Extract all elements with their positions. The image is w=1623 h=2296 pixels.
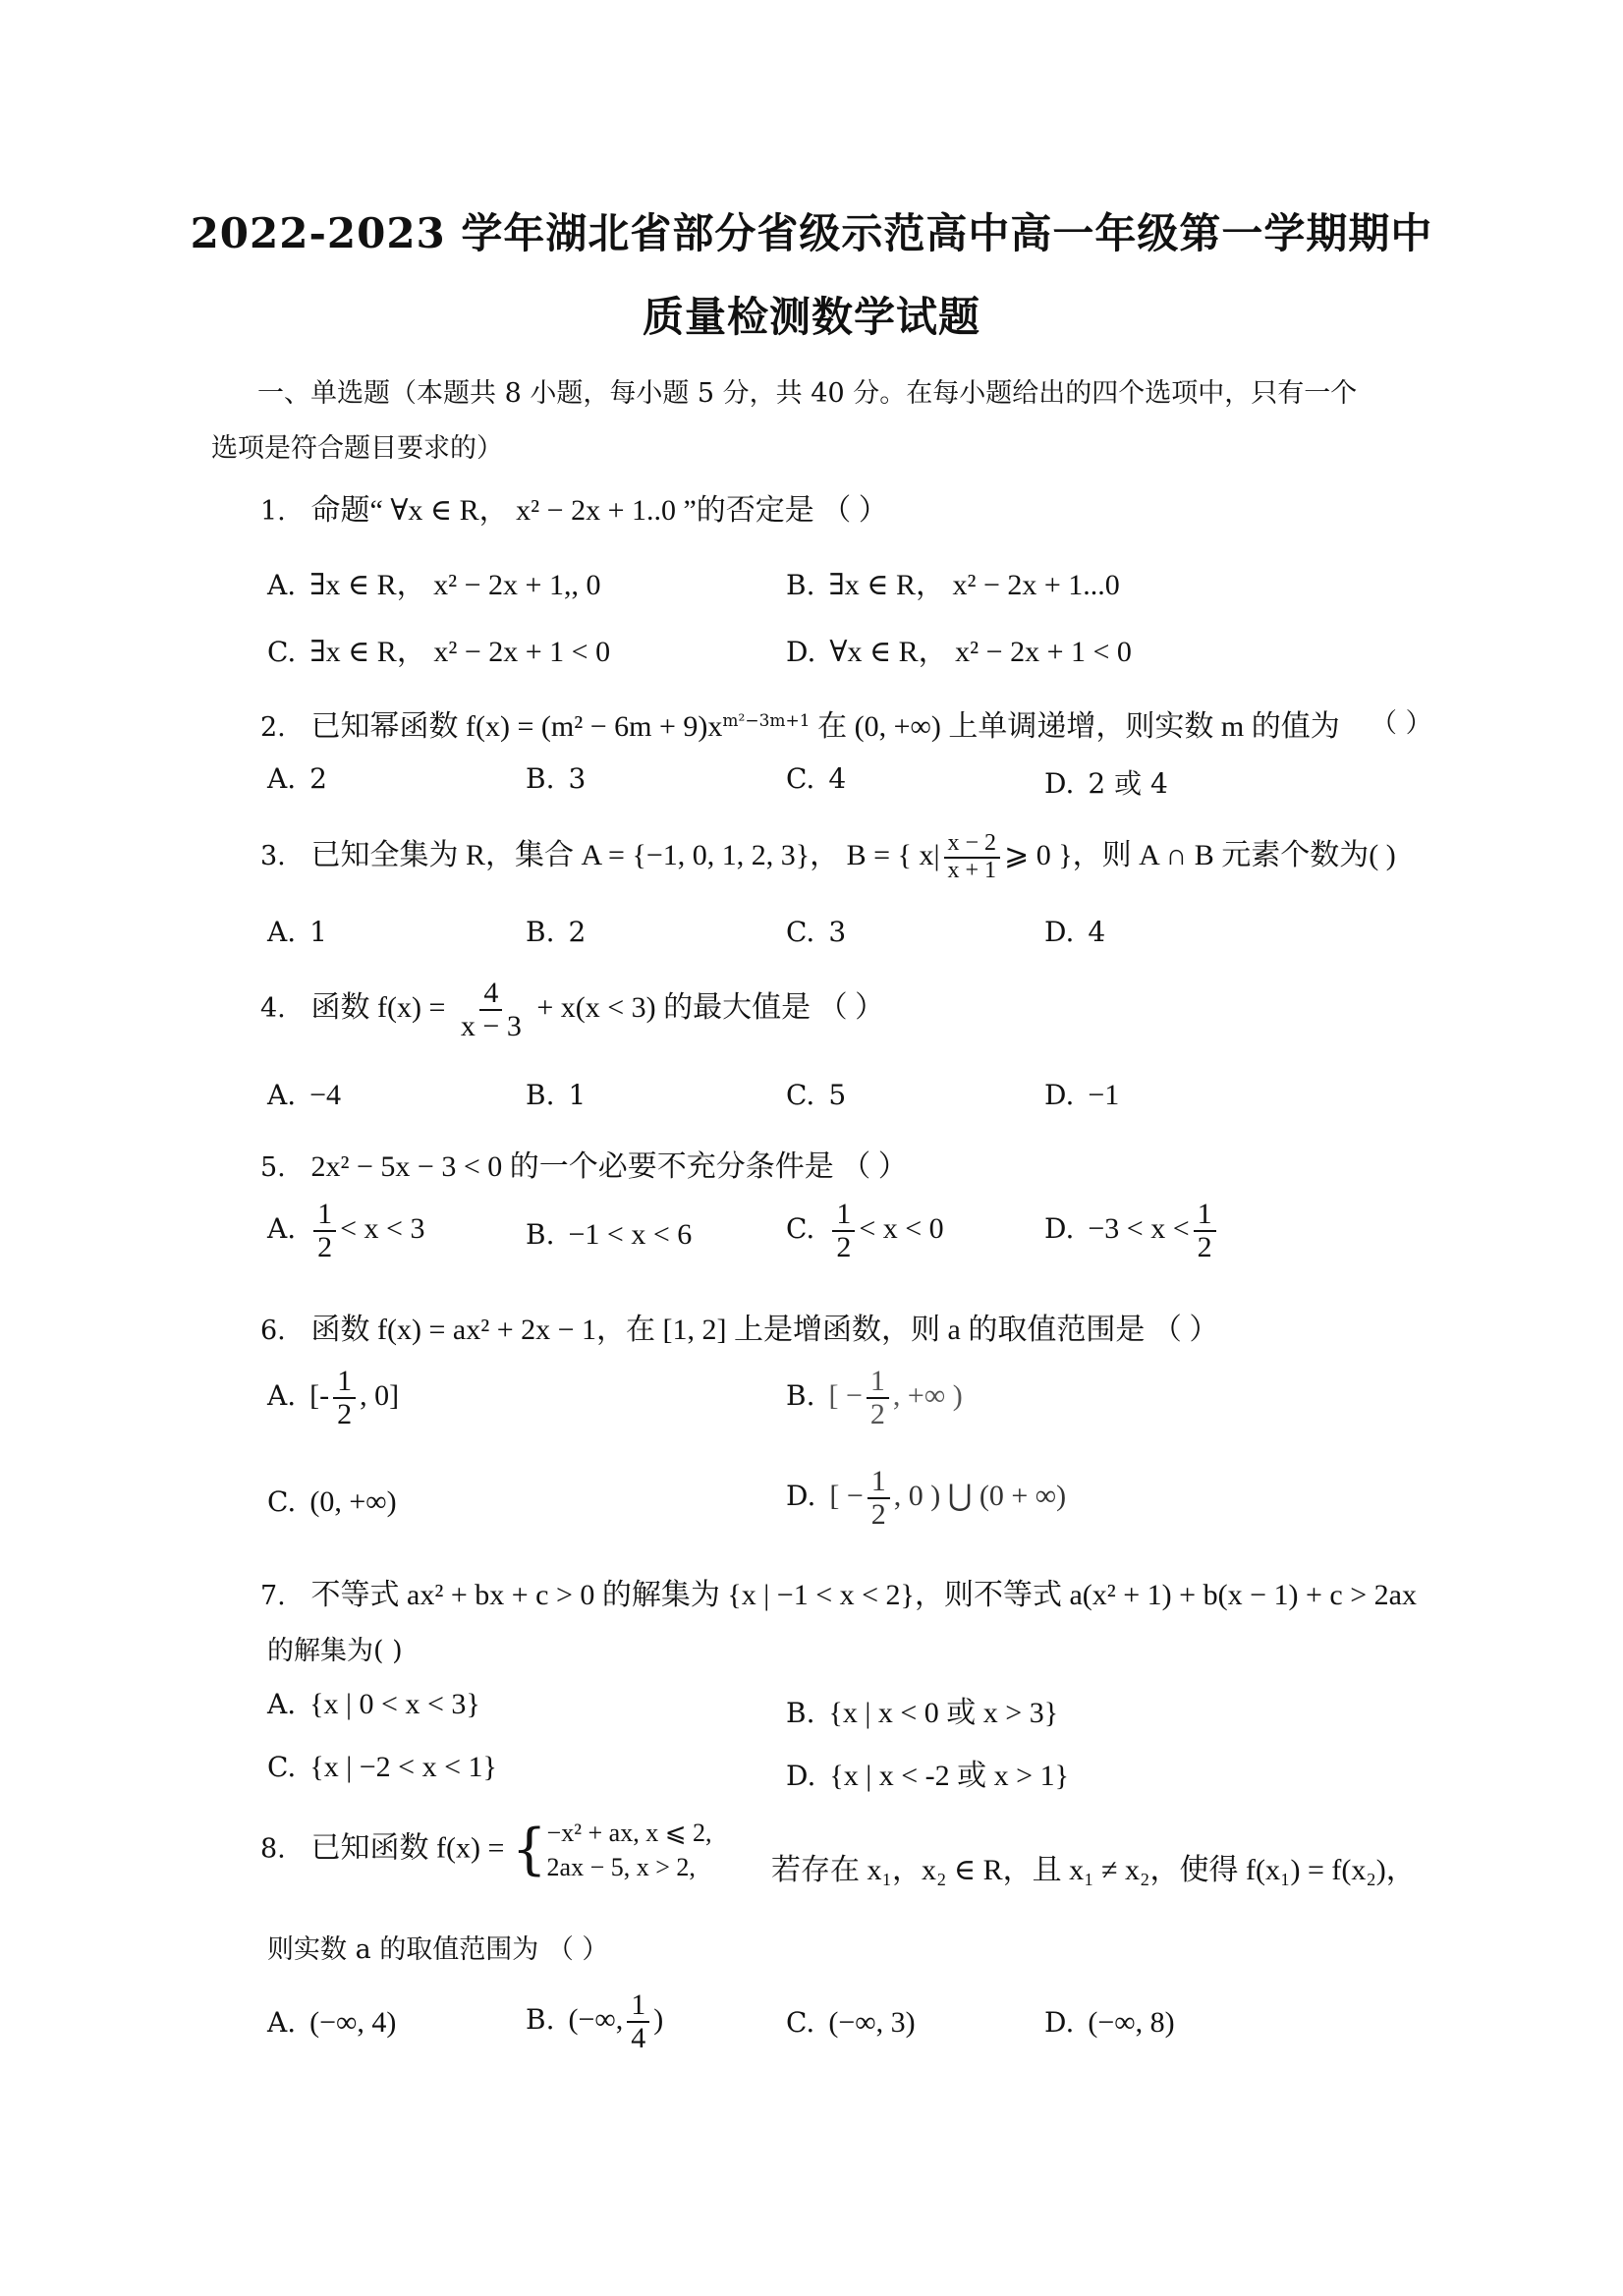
q7-option-b[interactable]: B. {x | x < 0 或 x > 3} — [786, 1697, 1059, 1729]
q6-option-c[interactable]: C. (0, +∞) — [267, 1485, 397, 1518]
question-6: 6. 函数 f(x) = ax² + 2x − 1，在 [1, 2] 上是增函数，则 a 的取值范围是 （ ） — [260, 1314, 1219, 1346]
q2-option-a[interactable]: A. 2 — [267, 762, 327, 795]
q1-option-c[interactable]: C. ∃x ∈ R， x² − 2x + 1 < 0 — [267, 636, 611, 668]
q2-answer-paren: （ ） — [1371, 708, 1432, 739]
question-2: 2. 已知幂函数 $f(x) = (m^2 - 6m + 9)x^{m^2-3m+1}$ 在 (0, +∞) 上单调递增，则实数 m 的值为 — [260, 710, 1340, 743]
question-7-cont: 的解集为( ) — [267, 1636, 403, 1666]
question-7: 7. 不等式 ax² + bx + c > 0 的解集为 {x | −1 < x < 2}，则不等式 a(x² + 1) + b(x − 1) + c > 2ax — [260, 1579, 1417, 1611]
q1-option-b[interactable]: B. ∃x ∈ R， x² − 2x + 1...0 — [786, 569, 1120, 601]
q8-option-b[interactable]: B. (−∞, $\frac{1}{4}$ ) — [526, 1988, 664, 2054]
q8-option-a[interactable]: A. (−∞, 4) — [267, 2006, 397, 2039]
q6-option-a[interactable]: A. [- $\frac{1}{2}$ , 0] — [267, 1365, 400, 1430]
q3-option-c[interactable]: C. 3 — [786, 916, 847, 948]
q7-option-a[interactable]: A. {x | 0 < x < 3} — [267, 1688, 480, 1720]
q3-option-a[interactable]: A. 1 — [267, 916, 327, 948]
q8-option-c[interactable]: C. (−∞, 3) — [786, 2006, 916, 2039]
q4-option-d[interactable]: D. −1 — [1044, 1079, 1120, 1111]
question-8-cont: 则实数 a 的取值范围为 （ ） — [267, 1934, 609, 1965]
q2-option-c[interactable]: C. 4 — [786, 762, 847, 795]
q3-option-b[interactable]: B. 2 — [526, 916, 587, 948]
q4-option-c[interactable]: C. 5 — [786, 1079, 847, 1111]
q5-option-b[interactable]: B. −1 < x < 6 — [526, 1218, 693, 1251]
q5-option-c[interactable]: C. $\frac{1}{2}$ < x < 0 — [786, 1198, 944, 1263]
q5-option-a[interactable]: A. $\frac{1}{2}$ < x < 3 — [267, 1198, 425, 1263]
q7-option-c[interactable]: C. {x | −2 < x < 1} — [267, 1751, 497, 1783]
question-8: 8. 已知函数 f(x) = { −x² + ax, x ⩽ 2, 2ax − 5, x > 2, — [260, 1818, 712, 1882]
q7-option-d[interactable]: D. {x | x < -2 或 x > 1} — [786, 1760, 1069, 1792]
section-heading: 一、单选题（本题共 8 小题，每小题 5 分，共 40 分。在每小题给出的四个选项中，只有一个 — [257, 378, 1358, 409]
question-number: 1. — [260, 496, 286, 527]
q6-option-d[interactable]: D. [ − $\frac{1}{2}$ , 0 ) ⋃ (0 + ∞) — [786, 1465, 1067, 1531]
q3-option-d[interactable]: D. 4 — [1044, 916, 1106, 948]
q1-option-d[interactable]: D. ∀x ∈ R， x² − 2x + 1 < 0 — [786, 636, 1132, 668]
q4-option-b[interactable]: B. 1 — [526, 1079, 587, 1111]
page-title: 2022-2023 学年湖北省部分省级示范高中高一年级第一学期期中 — [190, 209, 1433, 257]
question-5: 5. 2x² − 5x − 3 < 0 的一个必要不充分条件是 （ ） — [260, 1150, 908, 1183]
section-heading-cont: 选项是符合题目要求的） — [211, 433, 503, 464]
q2-option-d[interactable]: D. 2 或 4 — [1044, 767, 1168, 800]
q2-option-b[interactable]: B. 3 — [526, 762, 587, 795]
question-1 — [260, 485, 888, 529]
q4-option-a[interactable]: A. −4 — [267, 1079, 342, 1111]
question-stem: 命题“ ∀x ∈ R， x² − 2x + 1..0 ”的否定是 （ ） — [310, 494, 888, 527]
question-3: 3. 已知全集为 R，集合 A = {−1, 0, 1, 2, 3}， B = { x| $\frac{x - 2}{x + 1}$ ⩾ 0 }，则 A ∩ B 元素个数为( ) — [260, 830, 1396, 883]
q8-option-d[interactable]: D. (−∞, 8) — [1044, 2006, 1175, 2039]
q5-option-d[interactable]: D. −3 < x < $\frac{1}{2}$ — [1044, 1199, 1220, 1262]
q6-option-b[interactable]: B. [ − $\frac{1}{2}$ , +∞ ) — [786, 1365, 963, 1430]
page-subtitle: 质量检测数学试题 — [642, 293, 980, 341]
question-4: 4. 函数 f(x) = $\frac{4}{x - 3}$ + x(x < 3) 的最大值是 （ ） — [260, 977, 885, 1042]
q1-option-a[interactable]: A. ∃x ∈ R， x² − 2x + 1,, 0 — [267, 569, 601, 601]
question-8-cond: 若存在 x₁，x₂ ∈ R，且 x₁ ≠ x₂，使得 f(x₁) = f(x₂)， — [771, 1854, 1416, 1886]
